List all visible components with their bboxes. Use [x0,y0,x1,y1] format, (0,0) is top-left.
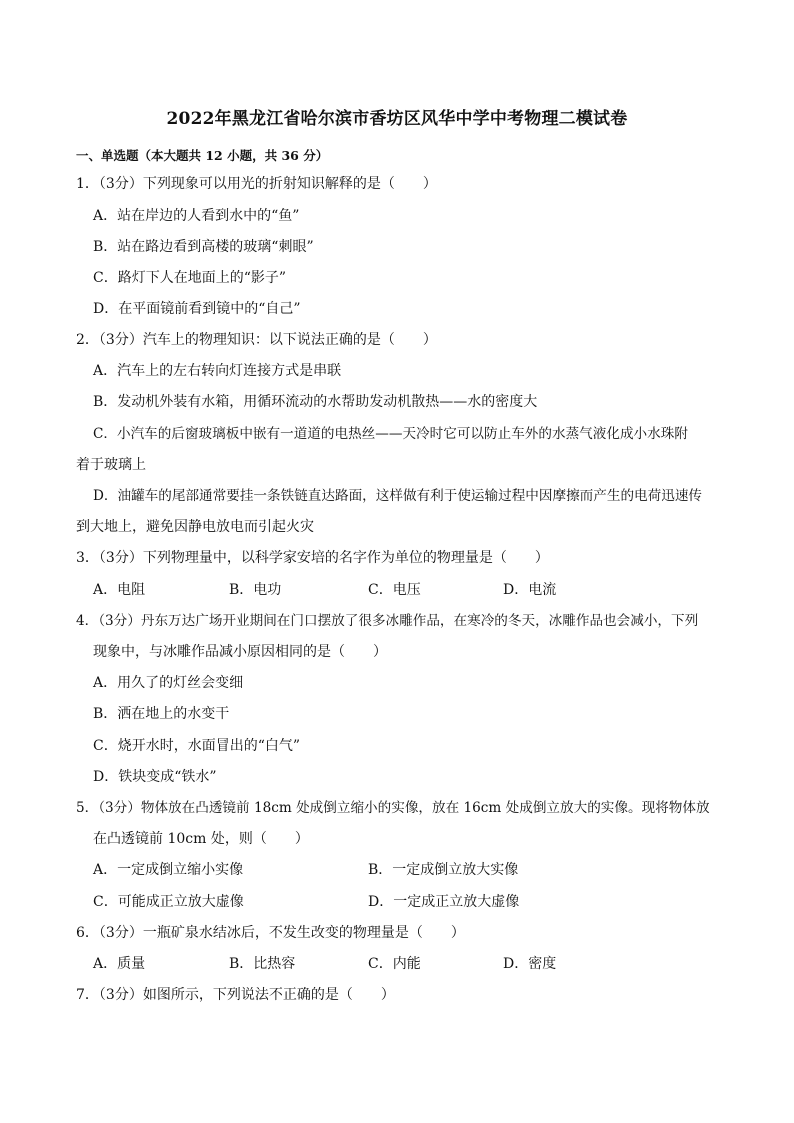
question-2-option-d: D．油罐车的尾部通常要挂一条铁链直达路面，这样做有利于使运输过程中因摩擦而产生的电荷迅速传 [93,488,703,504]
question-7-stem: 7．（3分）如图所示，下列说法不正确的是（ ） [76,987,395,1003]
question-5-option-d: D．一定成正立放大虚像 [368,894,520,910]
question-4-stem-continued: 现象中，与冰雕作品减小原因相同的是（ ） [93,644,387,660]
question-4-option-c: C．烧开水时，水面冒出的“白气” [93,738,301,754]
question-3-option-d: D．电流 [503,582,557,598]
question-5-option-c: C．可能成正立放大虚像 [93,894,244,910]
question-3-option-c: C．电压 [368,582,421,598]
question-3-stem: 3．（3分）下列物理量中，以科学家安培的名字作为单位的物理量是（ ） [76,550,549,566]
question-5-option-a: A．一定成倒立缩小实像 [93,862,244,878]
question-1-option-a: A．站在岸边的人看到水中的“鱼” [93,208,300,224]
question-5-option-b: B．一定成倒立放大实像 [368,862,519,878]
question-2-stem: 2．（3分）汽车上的物理知识：以下说法正确的是（ ） [76,332,437,348]
question-4-stem: 4．（3分）丹东万达广场开业期间在门口摆放了很多冰雕作品，在寒冷的冬天，冰雕作品也会减小，下列 [76,613,699,629]
question-1-stem: 1．（3分）下列现象可以用光的折射知识解释的是（ ） [76,176,437,192]
question-1-option-c: C．路灯下人在地面上的“影子” [93,270,287,286]
question-5-stem-continued: 在凸透镜前 10cm 处，则（ ） [93,831,309,847]
question-1-option-d: D．在平面镜前看到镜中的“自己” [93,301,301,317]
question-2-option-c-continued: 着于玻璃上 [76,457,146,473]
question-3-option-b: B．电功 [229,582,282,598]
section-heading: 一、单选题（本大题共 12 小题，共 36 分） [76,148,329,163]
question-2-option-d-continued: 到大地上，避免因静电放电而引起火灾 [76,519,314,535]
question-2-option-a: A．汽车上的左右转向灯连接方式是串联 [93,363,342,379]
question-1-option-b: B．站在路边看到高楼的玻璃“刺眼” [93,239,314,255]
question-6-option-a: A．质量 [93,956,146,972]
question-6-stem: 6．（3分）一瓶矿泉水结冰后，不发生改变的物理量是（ ） [76,925,465,941]
question-6-option-b: B．比热容 [229,956,296,972]
question-3-option-a: A．电阻 [93,582,146,598]
question-4-option-a: A．用久了的灯丝会变细 [93,675,244,691]
question-5-stem: 5．（3分）物体放在凸透镜前 18cm 处成倒立缩小的实像，放在 16cm 处成倒立放大的实像。现将物体放 [76,800,710,816]
question-2-option-b: B．发动机外装有水箱，用循环流动的水帮助发动机散热——水的密度大 [93,394,538,410]
question-6-option-d: D．密度 [503,956,557,972]
question-2-option-c: C．小汽车的后窗玻璃板中嵌有一道道的电热丝——天冷时它可以防止车外的水蒸气液化成小水珠附 [93,426,688,442]
question-4-option-d: D．铁块变成“铁水” [93,769,217,785]
question-6-option-c: C．内能 [368,956,421,972]
page-title: 2022年黑龙江省哈尔滨市香坊区风华中学中考物理二模试卷 [166,109,628,129]
question-4-option-b: B．洒在地上的水变干 [93,706,230,722]
